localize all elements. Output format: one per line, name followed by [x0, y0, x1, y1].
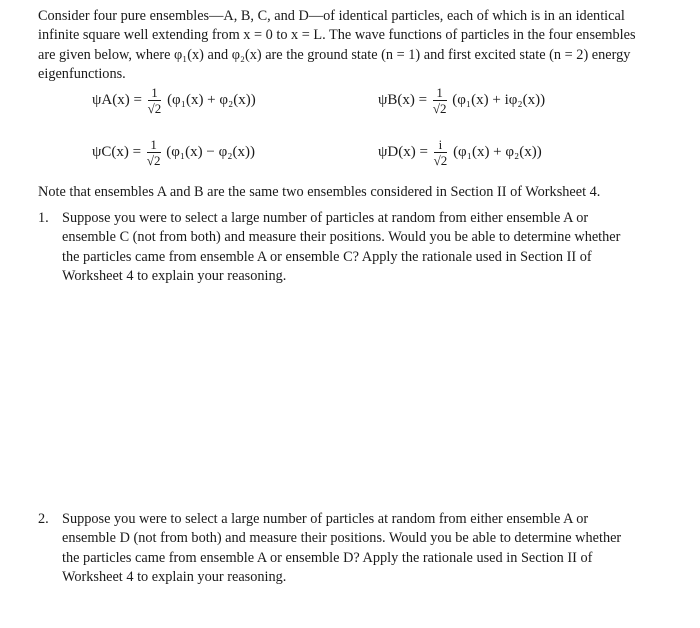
question-line: ensemble D (not from both) and measure their positions. Would you be able to determine whether	[62, 530, 622, 547]
equation-fraction	[147, 138, 161, 168]
question-line: Worksheet 4 to explain your reasoning.	[62, 569, 287, 586]
equation-fraction	[148, 86, 162, 116]
equation-psi-c	[92, 138, 255, 168]
equation-psi-a	[92, 86, 256, 116]
equation-rhs: (φ₁(x) + φ₂(x))	[453, 144, 542, 161]
question-line: ensemble C (not from both) and measure their positions. Would you be able to determine whether	[62, 229, 621, 246]
question-line: the particles came from ensemble A or ensemble D? Apply the rationale used in Section II of	[62, 549, 593, 566]
fraction-denominator: √2	[433, 153, 448, 168]
fraction-numerator: 1	[147, 138, 161, 153]
equation-rhs: (φ₁(x) + iφ₂(x))	[452, 92, 546, 109]
equation-psi-d	[378, 138, 542, 168]
question-number: 2.	[38, 511, 49, 527]
equation-psi-b	[378, 86, 545, 116]
fraction-denominator: √2	[432, 101, 447, 116]
equation-fraction	[433, 86, 447, 116]
question-line: Suppose you were to select a large number of particles at random from either ensemble A or	[62, 210, 589, 226]
equation-rhs: (φ₁(x) − φ₂(x))	[166, 144, 255, 161]
fraction-numerator: 1	[148, 86, 162, 101]
note-text: Note that ensembles A and B are the same two ensembles considered in Section II of Worksheet 4.	[38, 184, 601, 200]
question-line: Suppose you were to select a large number of particles at random from either ensemble A or	[62, 511, 589, 527]
intro-line: infinite square well extending from x = 0 to x = L. The wave functions of particles in the four ensembles	[38, 27, 636, 44]
equation-lhs: ψA(x) =	[92, 92, 142, 109]
equation-fraction	[434, 138, 448, 168]
equation-lhs: ψD(x) =	[378, 144, 428, 161]
question-line: the particles came from ensemble A or ensemble C? Apply the rationale used in Section II of	[62, 248, 592, 265]
equation-rhs: (φ₁(x) + φ₂(x))	[167, 92, 256, 109]
question-line: Worksheet 4 to explain your reasoning.	[62, 268, 287, 285]
question-body	[62, 510, 666, 588]
intro-paragraph	[38, 7, 662, 85]
intro-line: Consider four pure ensembles—A, B, C, and D—of identical particles, each of which is in an identical	[38, 8, 625, 24]
intro-line: are given below, where φ₁(x) and φ₂(x) are the ground state (n = 1) and first excited state (n = 2) energy	[38, 46, 631, 63]
question-number: 1.	[38, 210, 49, 226]
fraction-denominator: √2	[146, 153, 161, 168]
fraction-numerator: 1	[433, 86, 447, 101]
equation-lhs: ψB(x) =	[378, 92, 428, 109]
intro-line: eigenfunctions.	[38, 66, 126, 83]
equation-lhs: ψC(x) =	[92, 144, 142, 161]
fraction-numerator: i	[434, 138, 448, 153]
fraction-denominator: √2	[147, 101, 162, 116]
question-body	[62, 209, 666, 287]
